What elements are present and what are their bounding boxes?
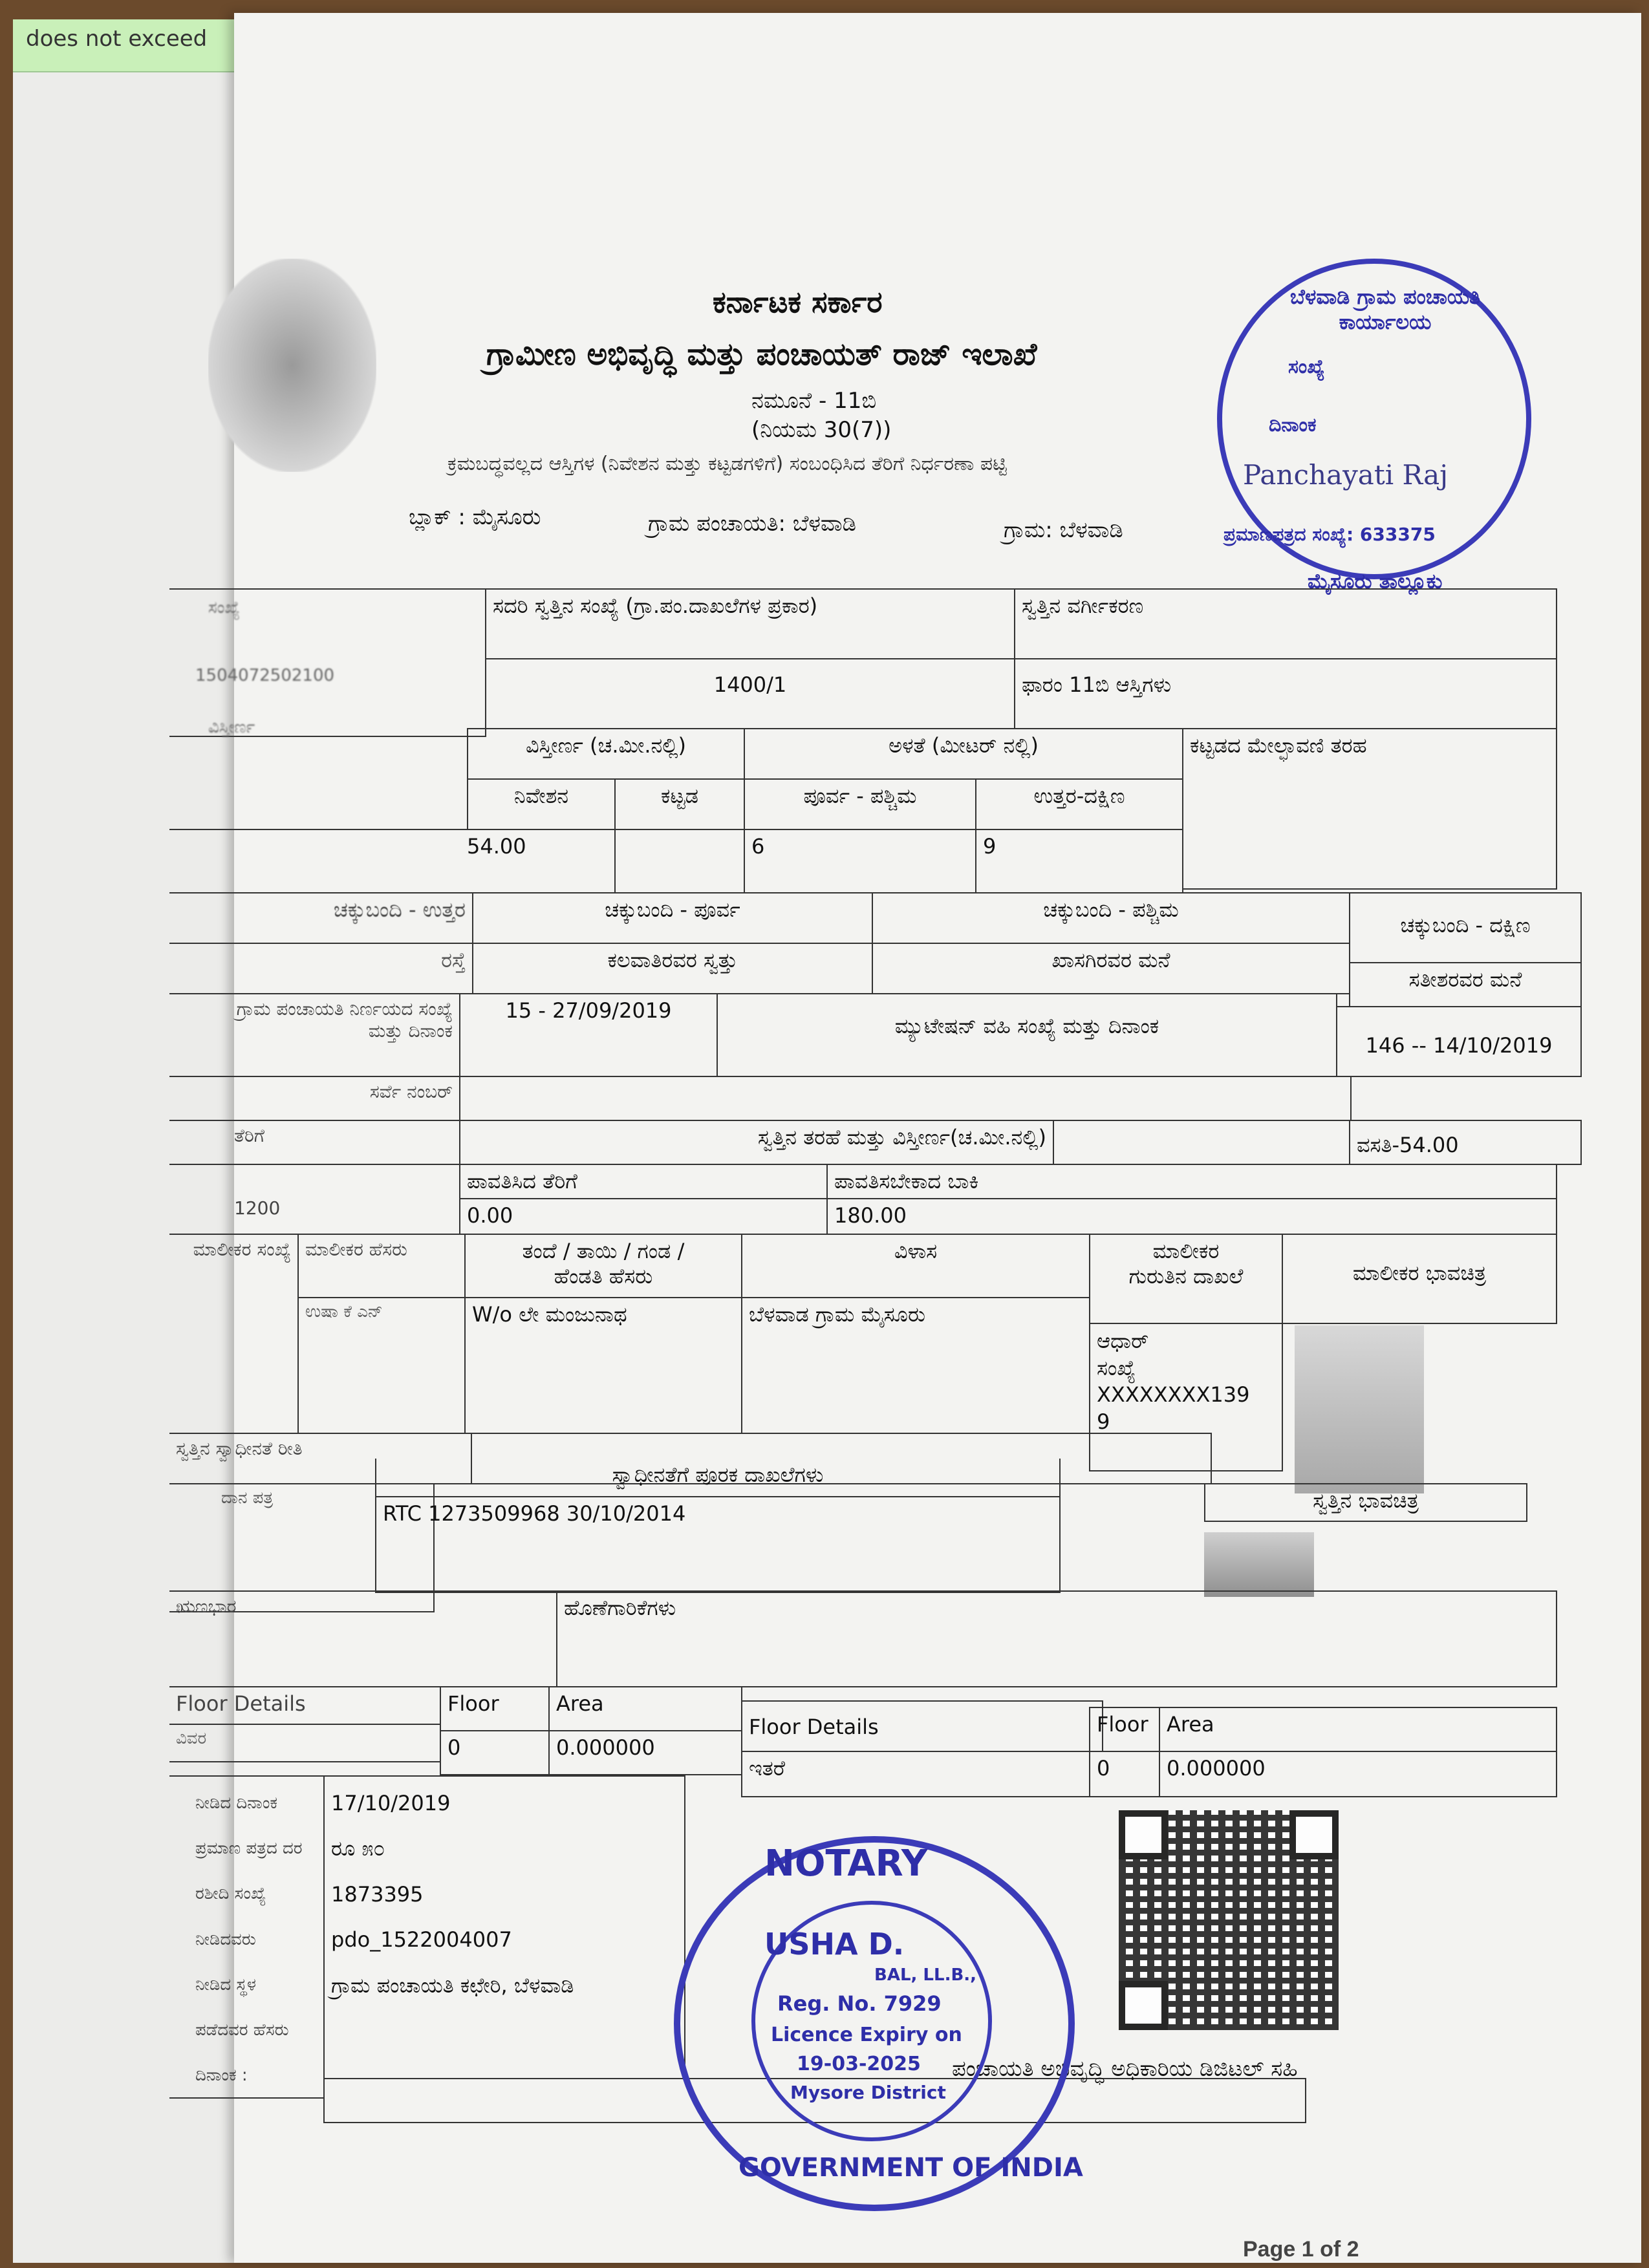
village-label: ಗ್ರಾಮ: ಬೆಳವಾಡಿ [1004,517,1123,543]
north-value-cell [169,943,473,994]
owner-photo-icon [1295,1325,1424,1493]
id-label-1: ಮಾಲೀಕರ [1152,1239,1220,1263]
property-photo-icon [1204,1532,1314,1597]
left-floor-label: Floor [447,1691,499,1716]
header-title: ಕರ್ನಾಟಕ ಸರ್ಕಾರ [713,284,883,319]
notary-ring-top: NOTARY [764,1843,928,1885]
south-label-cell [1349,892,1582,963]
owner-name-value-cell [297,1297,466,1434]
ns-label-cell [975,778,1183,830]
mode-label: ಸ್ವತ್ತಿನ ಸ್ವಾಧೀನತೆ ರೀತಿ [176,1438,303,1459]
number-value: 1400/1 [713,672,787,697]
sticky-note [13,19,259,72]
right-floor-desc: ಇತರೆ [749,1756,785,1781]
type-value: ವಸತಿ-54.00 [1357,1133,1459,1157]
building-label-cell [614,778,745,830]
notary-reg: Reg. No. 7929 [777,1991,942,2016]
right-area-value: 0.000000 [1167,1756,1266,1781]
right-area-value-cell [1159,1751,1557,1797]
area-left-label: ವಿಸ್ತೀರ್ಣ [208,718,255,737]
left-area-label-cell [548,1686,742,1731]
owner-serial-cell [169,1234,299,1434]
right-floor-details-cell [741,1700,1103,1752]
north-label-cell [169,892,473,944]
tax-left-label-cell [169,1120,460,1165]
gp-seal-ring-bottom: ಮೈಸೂರು ತಾಲ್ಲೂಕು [1308,569,1443,594]
liabilities-header: ಹೊಣೆಗಾರಿಕೆಗಳು [564,1596,676,1620]
survey-label: ಸರ್ವೆ ನಂಬರ್ [369,1081,453,1102]
type-label-cell [459,1120,1054,1165]
left-floor-sub-cell [169,1724,441,1762]
notary-name: USHA D. [764,1927,905,1962]
north-value: ರಸ್ತೆ [441,948,466,972]
qr-finder-bl [1119,1981,1168,2030]
receipt-label: ರಶೀದಿ ಸಂಖ್ಯೆ [195,1884,266,1904]
receiver-label: ಪಡೆದವರ ಹೆಸರು [195,2020,289,2040]
relation-value: W/o ಲೇ ಮಂಜುನಾಥ [472,1302,627,1327]
class-value-cell [1014,658,1557,729]
area-header: ವಿಸ್ತೀರ್ಣ (ಚ.ಮೀ.ನಲ್ಲಿ) [526,733,686,758]
paid-value-cell [459,1198,828,1235]
resolution-label-1: ಗ್ರಾಮ ಪಂಚಾಯತಿ ನಿರ್ಣಯದ ಸಂಖ್ಯೆ [236,998,453,1020]
owner-name-value: ಉಷಾ ಕೆ ಎನ್ [305,1302,383,1321]
right-floor-value: 0 [1097,1756,1110,1781]
gp-seal-line1: ಸಂಖ್ಯೆ [1288,356,1325,378]
owner-serial-label: ಮಾಲೀಕರ ಸಂಖ್ಯೆ [193,1239,291,1260]
address-label-cell [741,1234,1090,1298]
liabilities-left-label: ಋಣಭಾರ [176,1596,237,1617]
north-label: ಚಕ್ಕುಬಂದಿ - ಉತ್ತರ [333,897,466,922]
relation-label-2: ಹೆಂಡತಿ ಹೆಸರು [554,1264,653,1289]
dims-header: ಅಳತೆ (ಮೀಟರ್ ನಲ್ಲಿ) [888,733,1039,758]
property-id-value: 1504072502100 [195,666,335,685]
right-floor-label: Floor [1097,1712,1148,1737]
survey-label-cell [169,1076,460,1121]
resolution-value-cell [459,993,718,1077]
ew-value: 6 [751,834,765,859]
id-value-4: 9 [1097,1409,1110,1434]
issuer-label: ನೀಡಿದವರು [195,1929,256,1949]
liabilities-left-cell [169,1590,557,1687]
right-floor-desc-cell [741,1751,1090,1797]
qr-code-icon [1119,1810,1339,2030]
gp-seal-line3: Panchayati Raj [1243,459,1449,491]
type-label: ಸ್ವತ್ತಿನ ತರಹೆ ಮತ್ತು ವಿಸ್ತೀರ್ಣ(ಚ.ಮೀ.ನಲ್ಲಿ) [757,1125,1046,1150]
due-label-cell [826,1164,1557,1199]
date-label: ನೀಡಿದ ದಿನಾಂಕ [195,1793,278,1813]
header-subtitle: ಕ್ರಮಬದ್ಧವಲ್ಲದ ಆಸ್ತಿಗಳ (ನಿವೇಶನ ಮತ್ತು ಕಟ್ಟಡಗಳಿಗೆ) ಸಂಬಂಧಿಸಿದ ತೆರಿಗೆ ನಿರ್ಧರಣಾ ಪಟ್ಟಿ [447,453,1007,475]
left-floor-details: Floor Details [176,1691,306,1716]
tax-assessment-page [176,13,1641,2263]
relation-value-cell [464,1297,742,1434]
left-floor-value: 0 [447,1735,461,1760]
class-header-cell [1014,588,1557,659]
number-header: ಸದರಿ ಸ್ವತ್ತಿನ ಸಂಖ್ಯೆ (ಗ್ರಾ.ಪಂ.ದಾಖಲೆಗಳ ಪ್ರಕಾರ) [493,594,818,618]
south-label: ಚಕ್ಕುಬಂದಿ - ದಕ್ಷಿಣ [1400,913,1531,937]
relation-label-1: ತಂದೆ / ತಾಯಿ / ಗಂಡ / [522,1239,685,1263]
east-label: ಚಕ್ಕುಬಂದಿ - ಪೂರ್ವ [605,897,740,922]
receiver-date-label: ದಿನಾಂಕ : [195,2066,248,2086]
block-label: ಬ್ಲಾಕ್ : ಮೈಸೂರು [409,504,541,530]
sticky-note-text: does not exceed [26,26,208,52]
tax-left-value-cell [169,1164,460,1235]
docs-value: RTC 1273509968 30/10/2014 [383,1501,686,1526]
resolution-value: 15 - 27/09/2019 [505,998,672,1023]
docs-label: ಸ್ವಾಧೀನತೆಗೆ ಪೂರಕ ದಾಖಲೆಗಳು [612,1462,824,1487]
left-floor-label-cell [440,1686,550,1731]
header-rule: (ನಿಯಮ 30(7)) [751,417,892,443]
type-value-spacer [1053,1120,1350,1165]
relation-label-cell [464,1234,742,1298]
roof-header-cell [1182,728,1557,890]
property-photo-label: ಸ್ವತ್ತಿನ ಭಾವಚಿತ್ರ [1313,1488,1419,1513]
site-value: 54.00 [467,834,526,859]
east-label-cell [472,892,873,944]
qr-finder-tl [1119,1810,1168,1859]
owner-photo-label-cell [1282,1234,1557,1324]
building-value-cell [614,829,745,893]
mutation-label-cell [717,993,1337,1077]
notary-district: Mysore District [790,2082,946,2103]
place-label: ನೀಡಿದ ಸ್ಥಳ [195,1974,256,1995]
header-department: ಗ್ರಾಮೀಣ ಅಭಿವೃದ್ಧಿ ಮತ್ತು ಪಂಚಾಯತ್ ರಾಜ್ ಇಲಾಖೆ [486,336,1037,372]
east-value-cell [472,943,873,994]
notary-qual: BAL, LL.B., [874,1965,977,1985]
id-value-1: ಆಧಾರ್ [1097,1329,1149,1353]
issuer-value: pdo_1522004007 [331,1927,512,1952]
number-value-cell [485,658,1015,729]
gp-seal-ring-top: ಬೆಳವಾಡಿ ಗ್ರಾಮ ಪಂಚಾಯತಿ ಕಾರ್ಯಾಲಯ [1289,284,1481,334]
place-value: ಗ್ರಾಮ ಪಂಚಾಯತಿ ಕಛೇರಿ, ಬೆಳವಾಡಿ [331,1973,574,1998]
type-value-cell [1349,1120,1582,1165]
ns-label: ಉತ್ತರ-ದಕ್ಷಿಣ [1033,784,1125,808]
tax-left-label: ತೆರಿಗೆ [234,1125,265,1146]
ns-value-cell [975,829,1183,893]
west-label-cell [872,892,1350,944]
area-header-cell [467,728,745,780]
gp-label: ಗ್ರಾಮ ಪಂಚಾಯತಿ: ಬೆಳವಾಡಿ [648,511,857,537]
class-header: ಸ್ವತ್ತಿನ ವರ್ಗೀಕರಣ [1022,594,1144,618]
paid-value: 0.00 [467,1203,513,1228]
site-label: ನಿವೇಶನ [513,784,569,808]
address-label: ವಿಳಾಸ [894,1239,938,1263]
page-number: Page 1 of 2 [1243,2237,1359,2262]
class-value: ಫಾರಂ 11ಬಿ ಆಸ್ತಿಗಳು [1022,672,1172,697]
west-value: ಖಾಸಗಿರವರ ಮನೆ [1051,948,1170,972]
west-label: ಚಕ್ಕುಬಂದಿ - ಪಶ್ಚಿಮ [1043,897,1179,922]
notary-expiry-date: 19-03-2025 [797,2053,921,2075]
property-id-label: ಸಂಖ್ಯೆ [208,598,240,617]
property-photo-label-cell [1204,1483,1527,1522]
property-id-cell [169,588,486,737]
signature-text: ಪಂಚಾಯತಿ ಅಭಿವೃದ್ಧಿ ಅಧಿಕಾರಿಯ ಡಿಜಿಟಲ್ ಸಹಿ [952,2056,1298,2082]
tax-left-value: 1200 [234,1197,281,1219]
number-header-cell [485,588,1015,659]
date-value: 17/10/2019 [331,1791,451,1815]
ns-value: 9 [983,834,997,859]
fee-value: ರೂ ೫೦ [331,1836,385,1861]
right-area-label: Area [1167,1712,1214,1737]
resolution-label-cell [169,993,460,1077]
notary-ring-bottom: GOVERNMENT OF INDIA [738,2153,1083,2183]
left-area-label: Area [556,1691,604,1716]
docs-label-cell [375,1459,1061,1497]
mode-value: ದಾನ ಪತ್ರ [221,1488,274,1508]
east-value: ಕಲವಾತಿರವರ ಸ್ವತ್ತು [607,948,738,972]
address-value-cell [741,1297,1090,1434]
mutation-label: ಮ್ಯುಟೇಷನ್ ವಹಿ ಸಂಖ್ಯೆ ಮತ್ತು ದಿನಾಂಕ [894,1014,1159,1038]
right-floor-label-cell [1089,1707,1160,1752]
liabilities-header-cell [556,1590,1557,1687]
right-area-label-cell [1159,1707,1557,1752]
notary-expiry: Licence Expiry on [771,2024,962,2046]
id-label-cell [1089,1234,1283,1324]
ew-value-cell [744,829,976,893]
paid-label: ಪಾವತಿಸಿದ ತೆರಿಗೆ [467,1169,577,1193]
gp-seal-line4: ಪ್ರಮಾಣಪತ್ರದ ಸಂಖ್ಯೆ: 633375 [1223,524,1436,545]
mutation-value-cell [1336,1006,1582,1077]
left-area-value: 0.000000 [556,1735,655,1760]
left-floor-details-cell [169,1686,441,1725]
state-emblem-icon [208,259,376,472]
owner-name-label: ಮಾಲೀಕರ ಹೆಸರು [305,1239,407,1260]
id-label-2: ಗುರುತಿನ ದಾಖಲೆ [1128,1264,1244,1289]
footer-values-cell [323,1775,685,2079]
paid-label-cell [459,1164,828,1199]
ew-label: ಪೂರ್ವ - ಪಶ್ಚಿಮ [803,784,917,808]
south-value-cell [1349,962,1582,1007]
ew-label-cell [744,778,976,830]
west-value-cell [872,943,1350,994]
left-floor-value-cell [440,1730,550,1775]
due-value-cell [826,1198,1557,1235]
south-value: ಸತೀಶರವರ ಮನೆ [1408,967,1522,992]
id-value-3: XXXXXXXX139 [1097,1382,1250,1407]
roof-header: ಕಟ್ಟಡದ ಮೇಲ್ಛಾವಣಿ ತರಹ [1190,733,1367,758]
right-floor-details: Floor Details [749,1715,879,1739]
mutation-value: 146 -- 14/10/2019 [1365,1033,1553,1058]
receipt-value: 1873395 [331,1881,424,1907]
resolution-label-2: ಮತ್ತು ದಿನಾಂಕ [368,1020,453,1042]
docs-value-cell [375,1496,1061,1593]
dims-header-cell [744,728,1183,780]
qr-finder-tr [1289,1810,1339,1859]
owner-name-label-cell [297,1234,466,1298]
fee-label: ಪ್ರಮಾಣ ಪತ್ರದ ದರ [195,1839,303,1859]
id-value-2: ಸಂಖ್ಯೆ [1097,1355,1136,1380]
left-floor-details-sub: ವಿವರ [176,1729,207,1748]
survey-value-cell [459,1076,1352,1121]
site-label-cell [467,778,616,830]
building-label: ಕಟ್ಟಡ [661,784,698,808]
site-value-cell [169,829,616,893]
due-value: 180.00 [834,1203,907,1228]
footer-labels-cell [169,1775,325,2099]
gp-seal-line2: ದಿನಾಂಕ [1269,414,1317,436]
left-area-value-cell [548,1730,742,1775]
owner-photo-label: ಮಾಲೀಕರ ಭಾವಚಿತ್ರ [1352,1261,1487,1285]
right-floor-value-cell [1089,1751,1160,1797]
address-value: ಬೆಳವಾಡ ಗ್ರಾಮ ಮೈಸೂರು [749,1302,926,1327]
due-label: ಪಾವತಿಸಬೇಕಾದ ಬಾಕಿ [834,1169,979,1193]
header-form: ನಮೂನೆ - 11ಬಿ [751,388,877,414]
